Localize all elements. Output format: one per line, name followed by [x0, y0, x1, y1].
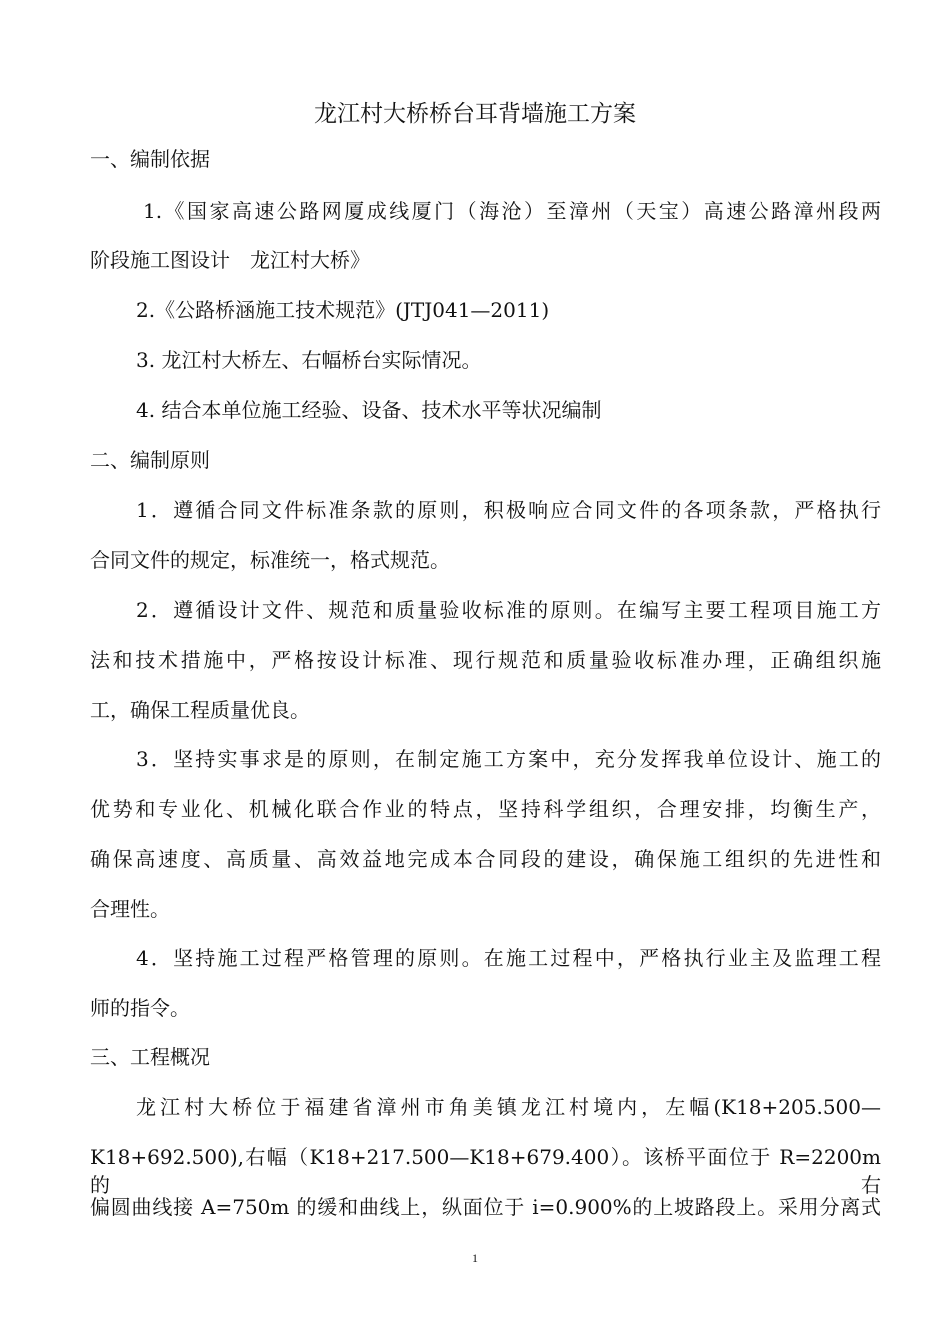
paragraph-line: 2．遵循设计文件、规范和质量验收标准的原则。在编写主要工程项目施工方 [136, 598, 881, 622]
paragraph-line: K18+692.500),右幅（K18+217.500—K18+679.400）。该桥平面位于 R=2200m 的右 [90, 1145, 881, 1197]
paragraph-line: 合理性。 [90, 897, 170, 921]
paragraph-line: 工，确保工程质量优良。 [90, 698, 310, 722]
paragraph-line: 师的指令。 [90, 996, 190, 1020]
paragraph-line: 优势和专业化、机械化联合作业的特点，坚持科学组织，合理安排，均衡生产， [90, 797, 881, 821]
paragraph-line: 3．坚持实事求是的原则，在制定施工方案中，充分发挥我单位设计、施工的 [136, 747, 881, 771]
document-title: 龙江村大桥桥台耳背墙施工方案 [314, 101, 636, 127]
paragraph-line: 法和技术措施中，严格按设计标准、现行规范和质量验收标准办理，正确组织施 [90, 648, 881, 672]
paragraph-line: 龙江村大桥位于福建省漳州市角美镇龙江村境内，左幅(K18+205.500— [136, 1095, 881, 1119]
page-number: 1 [472, 1251, 478, 1265]
paragraph-line: 4．坚持施工过程严格管理的原则。在施工过程中，严格执行业主及监理工程 [136, 946, 881, 970]
section-heading: 三、工程概况 [90, 1045, 210, 1069]
paragraph-line: 2.《公路桥涵施工技术规范》(JTJ041—2011) [136, 298, 550, 322]
paragraph-line: 4. 结合本单位施工经验、设备、技术水平等状况编制 [136, 398, 602, 422]
paragraph-line: 偏圆曲线接 A=750m 的缓和曲线上，纵面位于 i=0.900%的上坡路段上。采用分离式 [90, 1195, 881, 1219]
section-heading: 二、编制原则 [90, 448, 210, 472]
section-heading: 一、编制依据 [90, 147, 210, 171]
paragraph-line: 阶段施工图设计 龙江村大桥》 [90, 248, 370, 272]
paragraph-line: 确保高速度、高质量、高效益地完成本合同段的建设，确保施工组织的先进性和 [90, 847, 881, 871]
paragraph-line: 1.《国家高速公路网厦成线厦门（海沧）至漳州（天宝）高速公路漳州段两 [143, 199, 881, 223]
paragraph-line: 3. 龙江村大桥左、右幅桥台实际情况。 [136, 348, 482, 372]
paragraph-line: 1．遵循合同文件标准条款的原则，积极响应合同文件的各项条款，严格执行 [136, 498, 881, 522]
paragraph-line: 合同文件的规定，标准统一，格式规范。 [90, 548, 450, 572]
